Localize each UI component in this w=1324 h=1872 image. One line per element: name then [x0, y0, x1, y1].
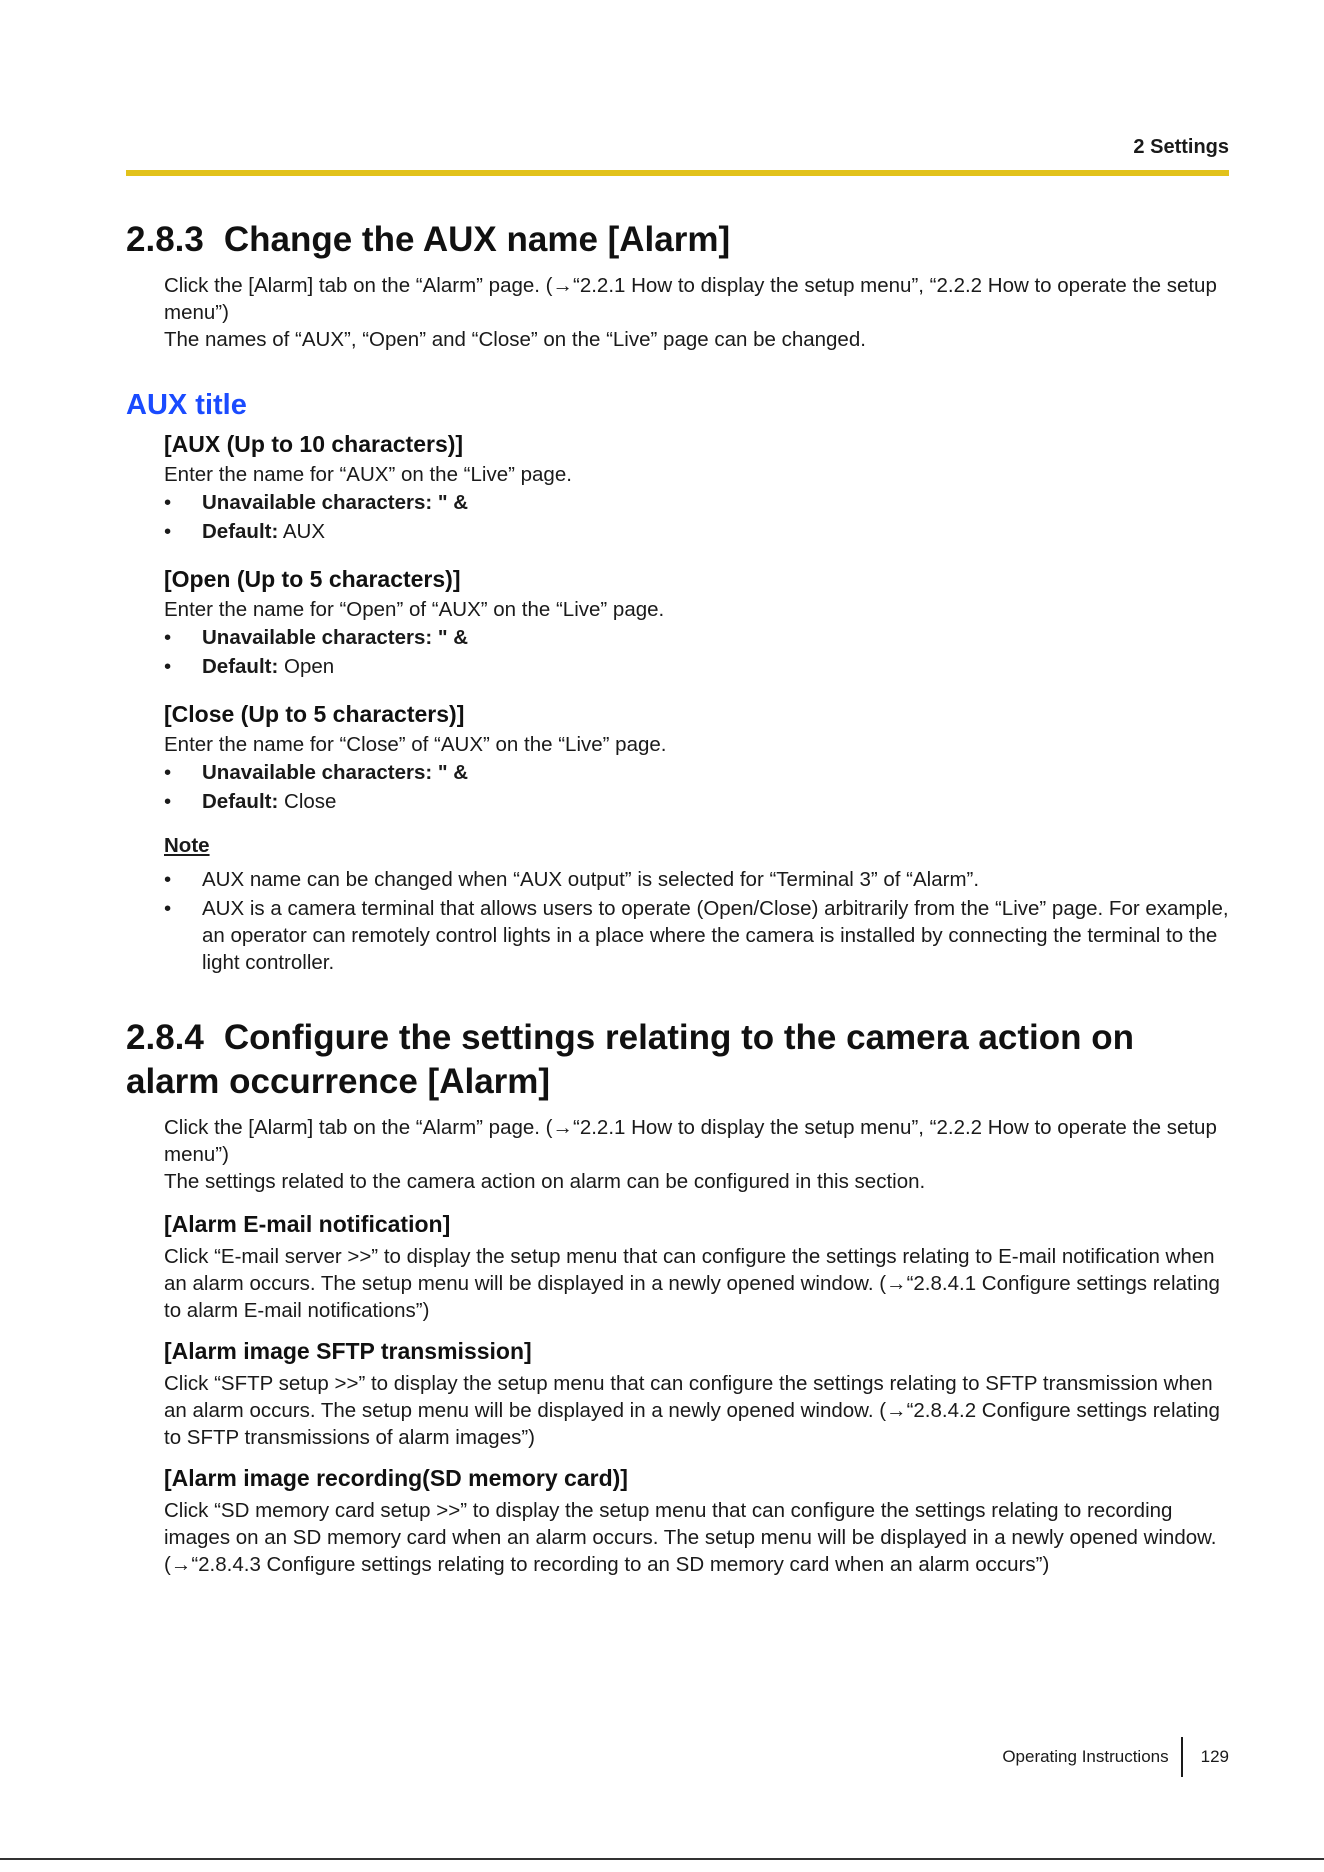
footer-divider [1181, 1737, 1183, 1777]
field-description: Enter the name for “Open” of “AUX” on the “Live” page. [164, 598, 665, 621]
field-heading-sftp: [Alarm image SFTP transmission] [164, 1338, 532, 1364]
section-intro-2: The settings related to the camera action on alarm can be configured in this section. [164, 1170, 926, 1193]
list-item: • Unavailable characters: " & [164, 761, 469, 784]
field-heading-open: [Open (Up to 5 characters)] [164, 566, 461, 592]
field-description: Enter the name for “Close” of “AUX” on the “Live” page. [164, 733, 667, 756]
list-item: • Unavailable characters: " & [164, 626, 469, 649]
list-item: • Default: AUX [164, 520, 326, 543]
section-intro: Click the [Alarm] tab on the “Alarm” page. (→“2.2.1 How to display the setup menu”, “2.2.2 How to operate the setup menu”) [164, 1116, 1217, 1166]
section-heading-2-8-4 [126, 1016, 1229, 1104]
note-item: • AUX is a camera terminal that allows users to operate (Open/Close) arbitrarily from the “Live” page. For example, an operator can remotely control lights in a place where the camera is installed by connecting the terminal to the light controller. [164, 897, 1229, 974]
document-name: Operating Instructions [1002, 1747, 1169, 1766]
aux-title-heading: AUX title [126, 389, 247, 421]
note-list [126, 866, 1229, 976]
field-heading-sd-recording: [Alarm image recording(SD memory card)] [164, 1465, 628, 1491]
field-description: Enter the name for “AUX” on the “Live” page. [164, 463, 572, 486]
page-content [126, 218, 1229, 1578]
section-title: Change the AUX name [Alarm] [223, 220, 731, 259]
list-item: • Default: Close [164, 790, 337, 813]
list-item: • Default: Open [164, 655, 335, 678]
section-number: 2.8.4 [126, 1018, 204, 1057]
header-rule [126, 170, 1229, 176]
field-bullets [164, 488, 1229, 546]
section-intro: Click the [Alarm] tab on the “Alarm” page. (→“2.2.1 How to display the setup menu”, “2.2.2 How to operate the setup menu”) [164, 274, 1217, 324]
section-heading-2-8-3 [126, 218, 1229, 262]
section-intro-2: The names of “AUX”, “Open” and “Close” on the “Live” page can be changed. [164, 328, 866, 351]
field-description: Click “E-mail server >>” to display the setup menu that can configure the settings relating to E-mail notification when an alarm occurs. The setup menu will be displayed in a newly opened window. (→“2.8.4.1 Configure settings relating to alarm E-mail notifications”) [164, 1245, 1220, 1322]
field-bullets [164, 623, 1229, 681]
list-item: • Unavailable characters: " & [164, 491, 469, 514]
page-number: 129 [1200, 1747, 1229, 1766]
field-bullets [164, 758, 1229, 816]
field-description: Click “SD memory card setup >>” to display the setup menu that can configure the settings relating to recording images on an SD memory card when an alarm occurs. The setup menu will be displayed in a newly opened window. (→“2.8.4.3 Configure settings relating to recording to an SD memory card when an alarm occurs”) [164, 1499, 1217, 1576]
section-title: Configure the settings relating to the camera action on alarm occurrence [Alarm] [126, 1018, 1134, 1101]
field-heading-aux: [AUX (Up to 10 characters)] [164, 431, 464, 457]
note-label: Note [164, 834, 210, 857]
running-header: 2 Settings [1133, 136, 1229, 158]
note-item: • AUX name can be changed when “AUX output” is selected for “Terminal 3” of “Alarm”. [164, 868, 980, 891]
field-heading-close: [Close (Up to 5 characters)] [164, 701, 465, 727]
section-number: 2.8.3 [126, 220, 204, 259]
page-footer [1002, 1737, 1229, 1777]
field-description: Click “SFTP setup >>” to display the setup menu that can configure the settings relating to SFTP transmission when an alarm occurs. The setup menu will be displayed in a newly opened window. (→“2.8.4.2 Configure settings relating to SFTP transmissions of alarm images”) [164, 1372, 1220, 1449]
bottom-edge-rule [0, 1858, 1324, 1860]
field-heading-email: [Alarm E-mail notification] [164, 1211, 451, 1237]
